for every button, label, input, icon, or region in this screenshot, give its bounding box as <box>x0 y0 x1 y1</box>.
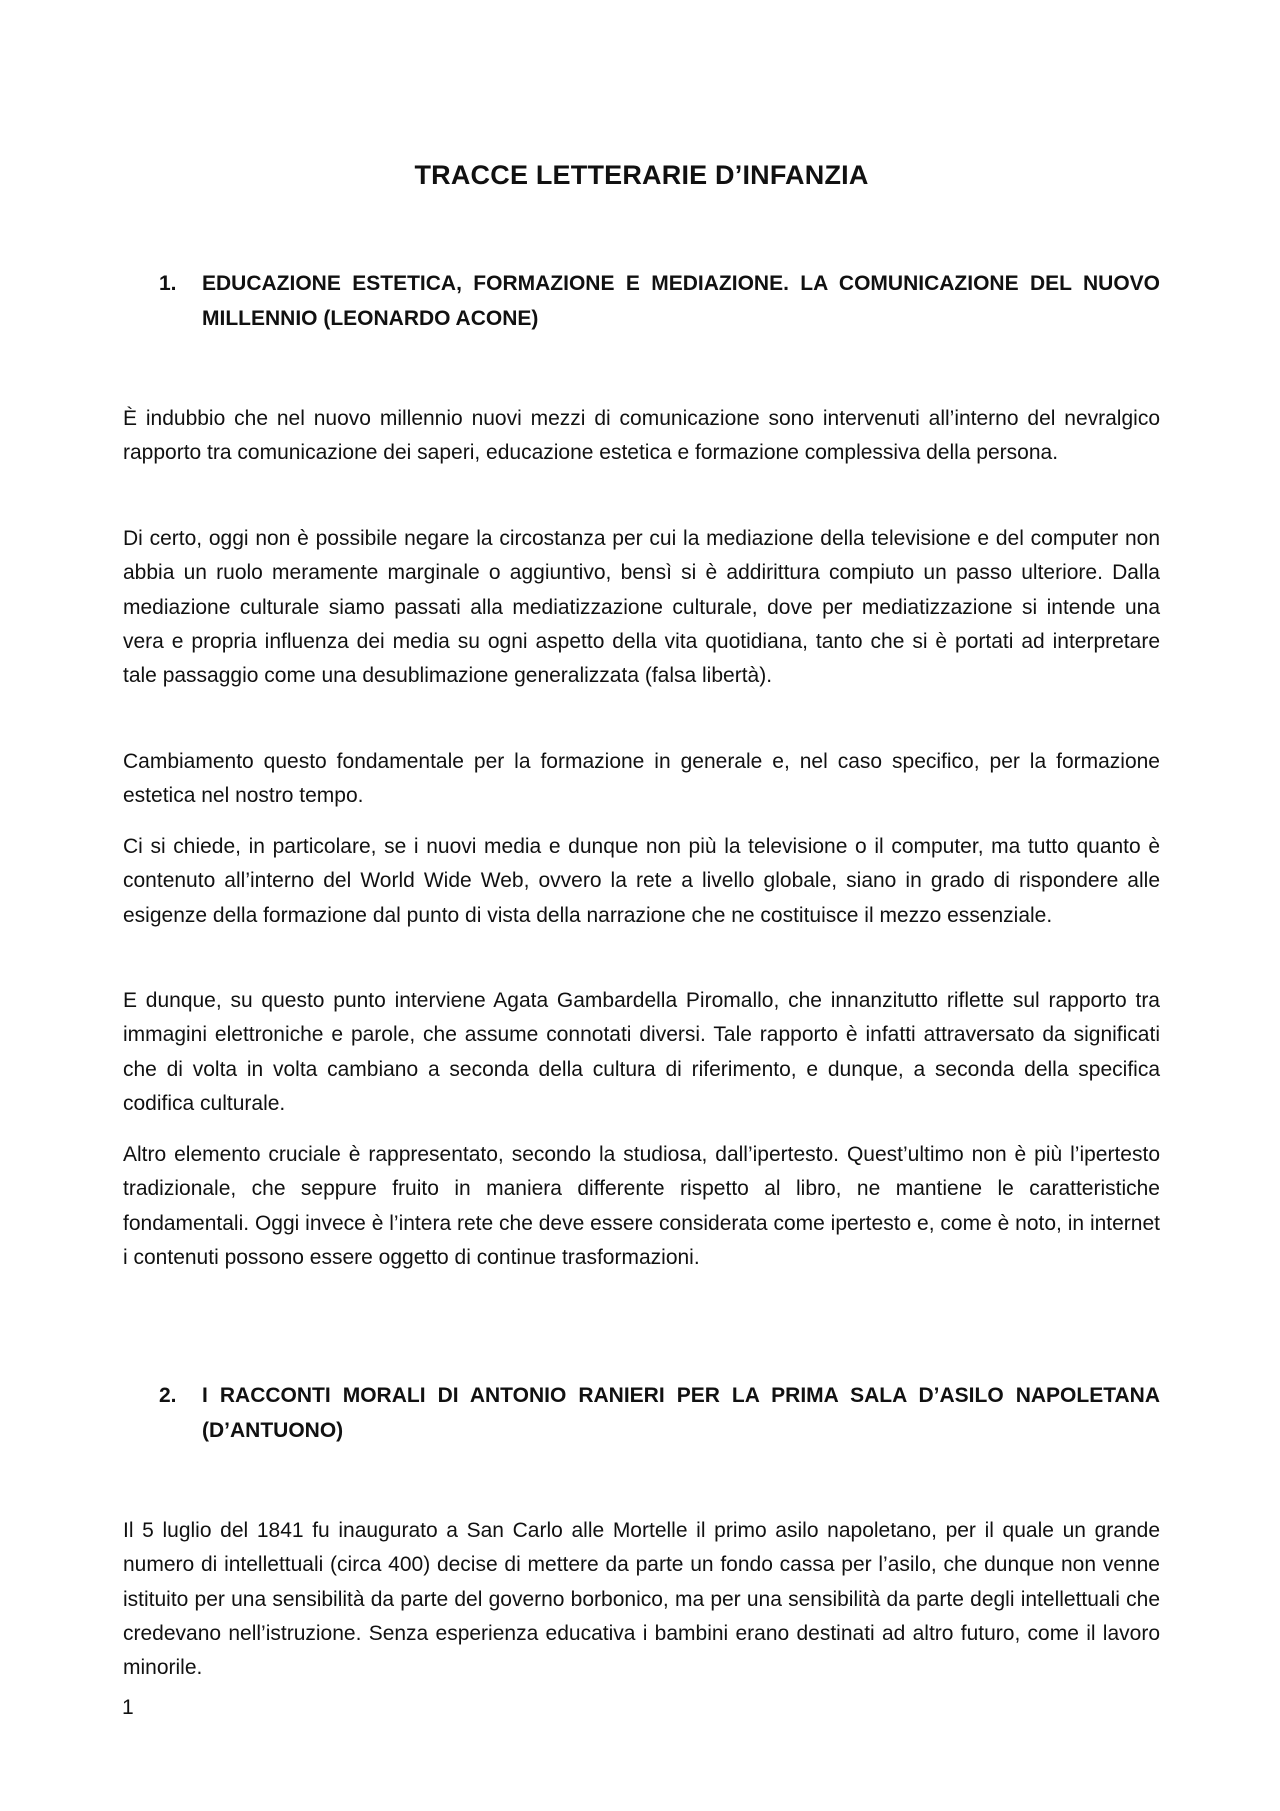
paragraph: Altro elemento cruciale è rappresentato, secondo la studiosa, dall’ipertesto. Quest’ultimo non è più l’ipertesto tradizionale, che seppure fruito in maniera differente rispetto al libro, ne mantiene le caratteristiche fondamentali. Oggi invece è l’intera rete che deve essere considerata come ipertesto e, come è noto, in internet i contenuti possono essere oggetto di continue trasformazioni. <box>123 1143 1160 1269</box>
paragraph: E dunque, su questo punto interviene Agata Gambardella Piromallo, che innanzitutto riflette sul rapporto tra immagini elettroniche e parole, che assume connotati diversi. Tale rapporto è infatti attraversato da significati che di volta in volta cambiano a seconda della cultura di riferimento, e dunque, a seconda della specifica codifica culturale. <box>123 989 1160 1115</box>
document-title: TRACCE LETTERARIE D’INFANZIA <box>414 160 869 190</box>
page-number: 1 <box>122 1696 134 1719</box>
paragraph: È indubbio che nel nuovo millennio nuovi mezzi di comunicazione sono intervenuti all’interno del nevralgico rapporto tra comunicazione dei saperi, educazione estetica e formazione complessiva della persona. <box>123 407 1160 465</box>
paragraph: Di certo, oggi non è possibile negare la circostanza per cui la mediazione della televisione e del computer non abbia un ruolo meramente marginale o aggiuntivo, bensì si è addirittura compiuto un passo ulteriore. Dalla mediazione culturale siamo passati alla mediatizzazione culturale, dove per mediatizzazione si intende una vera e propria influenza dei media su ogni aspetto della vita quotidiana, tanto che si è portati ad interpretare tale passaggio come una desublimazione generalizzata (falsa libertà). <box>123 527 1160 688</box>
section-heading-1 <box>159 266 1160 336</box>
section-heading-text: EDUCAZIONE ESTETICA, FORMAZIONE E MEDIAZIONE. LA COMUNICAZIONE DEL NUOVO MILLENNIO (LEONARDO ACONE) <box>202 272 1160 330</box>
section-number: 2. <box>159 1384 177 1407</box>
section-heading-2 <box>159 1378 1160 1448</box>
paragraph: Il 5 luglio del 1841 fu inaugurato a San Carlo alle Mortelle il primo asilo napoletano, per il quale un grande numero di intellettuali (circa 400) decise di mettere da parte un fondo cassa per l’asilo, che dunque non venne istituito per una sensibilità da parte del governo borbonico, ma per una sensibilità da parte degli intellettuali che credevano nell’istruzione. Senza esperienza educativa i bambini erano destinati ad altro futuro, come il lavoro minorile. <box>123 1519 1160 1680</box>
paragraph: Cambiamento questo fondamentale per la formazione in generale e, nel caso specifico, per la formazione estetica nel nostro tempo. <box>123 750 1160 808</box>
section-heading-text: I RACCONTI MORALI DI ANTONIO RANIERI PER LA PRIMA SALA D’ASILO NAPOLETANA (D’ANTUONO) <box>202 1384 1160 1442</box>
section-number: 1. <box>159 272 177 295</box>
paragraph: Ci si chiede, in particolare, se i nuovi media e dunque non più la televisione o il computer, ma tutto quanto è contenuto all’interno del World Wide Web, ovvero la rete a livello globale, siano in grado di rispondere alle esigenze della formazione dal punto di vista della narrazione che ne costituisce il mezzo essenziale. <box>123 835 1160 927</box>
